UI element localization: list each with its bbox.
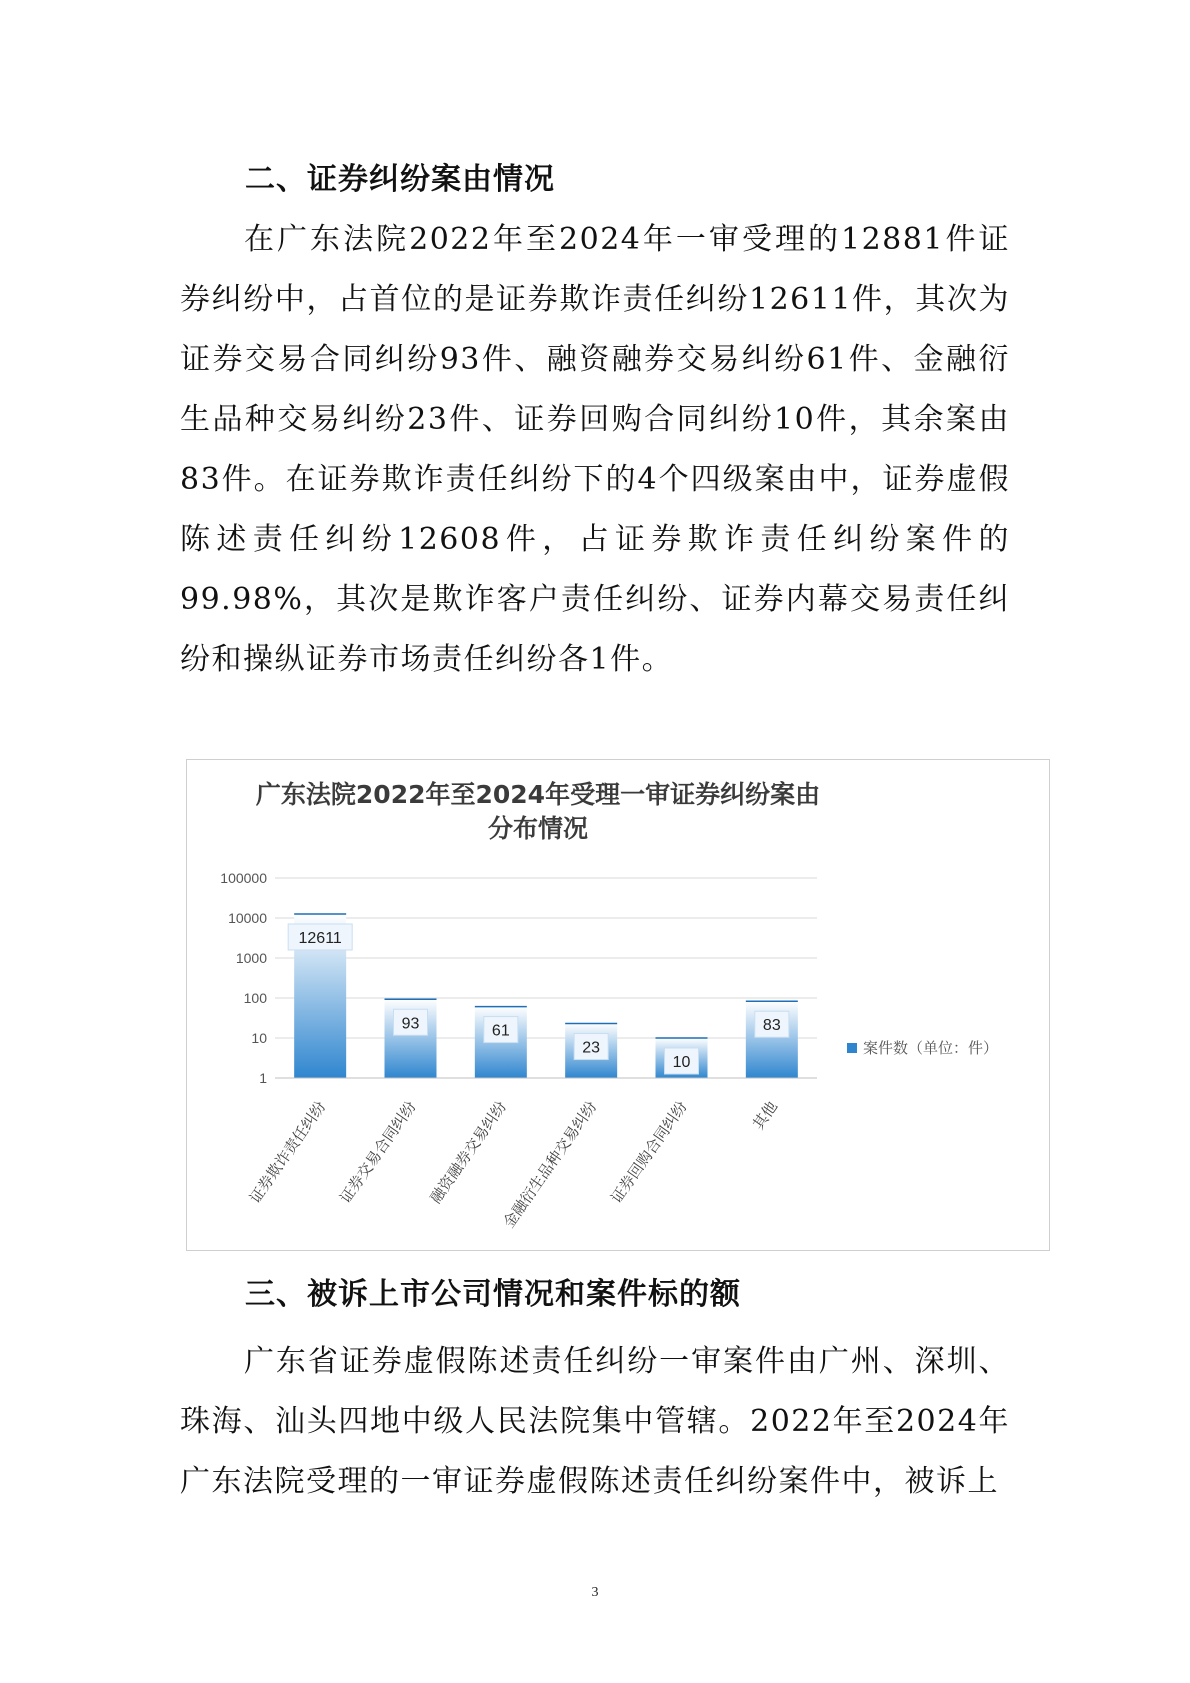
- data-label: 93: [401, 1015, 420, 1033]
- category-label: 融资融券交易纠纷: [426, 1097, 511, 1207]
- data-label: 12611: [298, 929, 342, 947]
- data-label: 61: [491, 1022, 510, 1040]
- page-number: 3: [591, 1585, 599, 1600]
- bar-chart: [187, 760, 1051, 1252]
- category-label: 证券交易合同纠纷: [336, 1097, 420, 1207]
- y-tick-label: 10: [251, 1030, 267, 1046]
- chart-container: [186, 759, 1050, 1251]
- chart-title: 广东法院2022年至2024年受理一审证券纠纷案由分布情况: [255, 780, 821, 843]
- category-label: 其他: [749, 1097, 782, 1133]
- section-paragraph-2: 在广东法院2022年至2024年一审受理的12881件证券纠纷中，占首位的是证券欺诈责任纠纷12611件，其次为证券交易合同纠纷93件、融资融券交易纠纷61件、金融衍生品种交易纠纷23件、证券回购合同纠纷10件，其余案由83件。在证券欺诈责任纠纷下的4个四级案由中，证券虚假陈述责任纠纷12608件，占证券欺诈责任纠纷案件的99.98%，其次是欺诈客户责任纠纷、证券内幕交易责任纠纷和操纵证券市场责任纠纷各1件。: [180, 222, 1010, 677]
- legend-label: 案件数（单位：件）: [863, 1039, 999, 1057]
- y-tick-label: 10000: [228, 910, 267, 926]
- section-paragraph-3: 广东省证券虚假陈述责任纠纷一审案件由广州、深圳、珠海、汕头四地中级人民法院集中管辖。2022年至2024年广东法院受理的一审证券虚假陈述责任纠纷案件中，被诉上: [180, 1344, 1010, 1499]
- y-tick-label: 100: [243, 990, 267, 1006]
- y-tick-label: 1: [259, 1070, 267, 1086]
- section-heading-3: 三、被诉上市公司情况和案件标的额: [245, 1277, 741, 1312]
- section-heading-2: 二、证券纠纷案由情况: [245, 162, 555, 197]
- data-label: 83: [762, 1017, 781, 1035]
- data-label: 23: [582, 1039, 601, 1057]
- legend-swatch: [847, 1043, 857, 1053]
- y-tick-label: 1000: [235, 950, 267, 966]
- data-label: 10: [672, 1054, 691, 1071]
- y-tick-label: 100000: [220, 870, 267, 886]
- category-label: 证券回购合同纠纷: [607, 1097, 691, 1207]
- category-label: 金融衍生品种交易纠纷: [499, 1097, 601, 1232]
- category-label: 证券欺诈责任纠纷: [245, 1097, 330, 1207]
